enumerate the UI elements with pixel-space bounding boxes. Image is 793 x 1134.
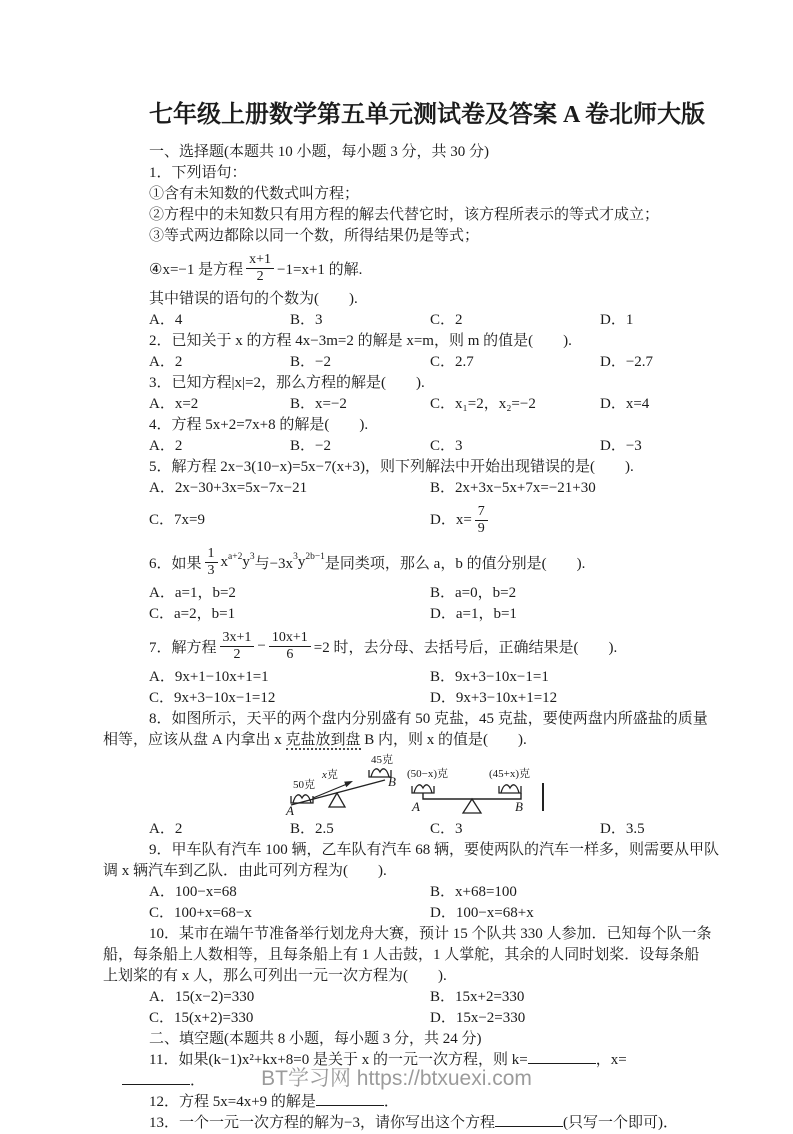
fraction-numerator: 10x+1 [269,630,311,647]
q3-option-b: B．x=−2 [290,396,347,412]
pan-b-letter: B [388,774,396,789]
fraction-numerator: 7 [475,504,488,521]
q12-blank [316,1092,384,1106]
q3-options [103,394,703,415]
q10-option-c: C．15(x+2)=330 [149,1010,254,1026]
question-8-stem-line1: 8．如图所示，天平的两个盘内分别盛有 50 克盐，45 克盐，要使两盘内所盛盐的质量 [149,711,708,727]
q13-blank [495,1113,563,1127]
right-fulcrum [463,799,481,813]
q4-option-d: D．−3 [600,438,642,454]
fraction-denominator: 3 [207,562,215,578]
q1-statement-4-post: −1=x+1 的解. [277,261,363,278]
q8-option-b: B．2.5 [290,821,334,837]
q1-options [103,310,703,331]
fraction [269,630,311,663]
q5-option-d [430,504,703,537]
right-pan-b-letter: B [515,799,523,814]
q8-line2-emphasized: 克盐放到盘 [285,732,361,748]
q1-statement-2: ②方程中的未知数只有用方程的解去代替它时，该方程所表示的等式才成立； [149,207,660,223]
question-1-stem: 1．下列语句： [149,165,247,181]
q8-option-a: A．2 [149,821,183,837]
right-pan-a-letter: A [412,799,420,814]
q12-end: ． [383,1094,399,1110]
question-3-stem: 3．已知方程|x|=2，那么方程的解是( ). [149,375,425,391]
fraction-numerator: x+1 [246,252,274,269]
q9-option-d: D．100−x=68+x [430,905,534,921]
q4-option-c: C．3 [430,438,463,454]
q1-statement-3: ③等式两边都除以同一个数，所得结果仍是等式； [149,228,480,244]
q7-option-b: B．9x+3−10x−1=1 [430,669,549,685]
question-12 [103,1092,703,1113]
q2-option-d: D．−2.7 [600,354,654,370]
q6-option-b: B．a=0，b=2 [430,585,517,601]
q1-statement-1: ①含有未知数的代数式叫方程； [149,186,360,202]
q6-term2-y-exponent: 2b−1 [305,552,325,562]
question-10-stem-line3: 上划桨的有 x 人，那么可列出一元一次方程为( ). [103,968,447,984]
q1-statement-4 [103,247,703,289]
q6-option-a: A．a=1，b=2 [149,585,236,601]
q4-options [103,436,703,457]
q7-minus-sign: − [257,637,266,654]
balance-scales-figure [285,753,557,817]
q5-option-d-pre: D．x= [430,511,472,528]
q1-option-a: A．4 [149,312,183,328]
q6-term2-base: 与−3x [254,555,294,572]
fraction-numerator: 1 [205,546,218,563]
question-5-stem: 5．解方程 2x−3(10−x)=5x−7(x+3)，则下列解法中开始出现错误的是( ). [149,459,634,475]
q6-term2-exponent: 3 [293,552,298,562]
right-pan-b [499,785,521,793]
question-13 [103,1113,703,1134]
q8-line2-post: B 内，则 x 的值是( ). [360,732,527,748]
document-body [103,94,720,1134]
q3-option-a: A．x=2 [149,396,199,412]
q4-option-b: B．−2 [290,438,331,454]
right-pan-b-label: (45+x)克 [489,768,531,780]
question-7-stem [103,625,703,667]
q1-option-c: C．2 [430,312,463,328]
question-6-stem [103,541,703,583]
fraction-numerator: 3x+1 [220,630,255,647]
q6-term1-y: y [242,553,250,570]
q2-options [103,352,703,373]
fraction [205,546,218,579]
q6-option-d: D．a=1，b=1 [430,606,517,622]
q6-term2-y: y [297,553,306,570]
q7-option-c: C．9x+3−10x−1=12 [149,690,276,706]
transfer-unit: 克 [326,769,338,781]
q9-options-cd [103,903,703,924]
q7-options-cd [103,688,703,709]
transfer-arrow-head [344,781,353,787]
balance-diagram-container [285,753,703,817]
q10-option-b: B．15x+2=330 [430,989,525,1005]
question-10-stem-line1: 10．某市在端午节准备举行划龙舟大赛，预计 15 个队共 330 人参加．已知每个队一条 [149,926,712,942]
question-2-stem: 2．已知关于 x 的方程 4x−3m=2 的解是 x=m，则 m 的值是( ). [149,333,572,349]
q8-option-c: C．3 [430,821,463,837]
q7-option-d: D．9x+3−10x+1=12 [430,690,558,706]
q7-pre: 7．解方程 [149,639,217,656]
q2-option-c: C．2.7 [430,354,474,370]
q9-option-b: B．x+68=100 [430,884,517,900]
pan-a-letter: A [286,803,294,817]
q5-option-a: A．2x−30+3x=5x−7x−21 [149,480,308,496]
q4-option-a: A．2 [149,438,183,454]
q1-option-d: D．1 [600,312,634,328]
q3-option-c: C．x₁=2，x₂=−2 [430,396,536,412]
q10-options-ab [103,987,703,1008]
q7-option-a: A．9x+1−10x+1=1 [149,669,269,685]
pan-a-weight-label: 50克 [293,779,315,791]
q11-mid: ，x= [595,1052,627,1068]
q5-options-cd [103,499,703,541]
question-4-stem: 4．方程 5x+2=7x+8 的解是( ). [149,417,369,433]
fraction [220,630,255,663]
q1-ask: 其中错误的语句的个数为( ). [149,291,358,307]
q13-pre: 13．一个一元一次方程的解为−3，请你写出这个方程 [149,1115,495,1131]
section-1-heading: 一、选择题(本题共 10 小题，每小题 3 分，共 30 分) [149,144,489,160]
transfer-amount-label [321,767,338,781]
q7-post: =2 时，去分母、去括号后，正确结果是( ). [313,639,618,656]
right-pan-a [412,785,434,793]
q13-end: (只写一个即可)． [562,1115,678,1131]
q11-pre: 11．如果(k−1)x²+kx+8=0 是关于 x 的一元一次方程，则 k= [149,1052,528,1068]
q2-option-b: B．−2 [290,354,331,370]
q6-pre: 6．如果 [149,555,202,572]
section-2-heading: 二、填空题(本题共 8 小题，每小题 3 分，共 24 分) [149,1031,482,1047]
fraction-denominator: 2 [256,268,264,284]
q2-option-a: A．2 [149,354,183,370]
fraction-denominator: 6 [286,646,294,662]
question-9-stem-line2: 调 x 辆汽车到乙队．由此可列方程为( ). [103,863,387,879]
q5-option-c: C．7x=9 [149,511,205,528]
q8-line2-pre: 相等，应该从盘 A 内拿出 x [103,732,286,748]
fraction-denominator: 9 [477,520,485,536]
q3-option-d: D．x=4 [600,396,650,412]
q10-options-cd [103,1008,703,1029]
q9-option-c: C．100+x=68−x [149,905,252,921]
q10-option-d: D．15x−2=330 [430,1010,526,1026]
question-10-stem-line2: 船，每条船上人数相等，且每条船上有 1 人击鼓，1 人掌舵，其余的人同时划桨．设每条船 [103,947,700,963]
q5-options-ab [103,478,703,499]
q11-end: ． [190,1073,206,1089]
q7-options-ab [103,667,703,688]
right-pan-a-label: (50−x)克 [407,768,449,780]
q6-options-ab [103,583,703,604]
fraction [475,504,488,537]
fraction-denominator: 2 [233,646,241,662]
q1-statement-4-pre: ④x=−1 是方程 [149,261,244,278]
left-fulcrum [329,793,345,807]
q9-option-a: A．100−x=68 [149,884,237,900]
q6-term1-y-exponent: 3 [249,552,255,562]
q6-post: 是同类项，那么 a，b 的值分别是( ). [324,555,586,572]
q10-option-a: A．15(x−2)=330 [149,989,255,1005]
pan-b-weight-label: 45克 [371,754,393,766]
q5-option-b: B．2x+3x−5x+7x=−21+30 [430,480,596,496]
q8-options [103,819,703,840]
fraction [246,252,274,285]
q9-options-ab [103,882,703,903]
question-8-stem-line2 [103,730,703,751]
question-9-stem-line1: 9．甲车队有汽车 100 辆，乙车队有汽车 68 辆，要使两队的汽车一样多，则需要从甲队 [149,842,720,858]
q6-option-c: C．a=2，b=1 [149,606,236,622]
q12-pre: 12．方程 5x=4x+9 的解是 [149,1094,316,1110]
q6-term1-exponent: a+2 [228,552,243,562]
transfer-x: x [322,769,327,781]
site-watermark: BT学习网 https://btxuexi.com [261,1067,532,1090]
page-title: 七年级上册数学第五单元测试卷及答案 A 卷北师大版 [149,102,706,128]
q6-options-cd [103,604,703,625]
q1-option-b: B．3 [290,312,323,328]
q6-term1-base: x [220,553,229,570]
q8-option-d: D．3.5 [600,821,645,837]
